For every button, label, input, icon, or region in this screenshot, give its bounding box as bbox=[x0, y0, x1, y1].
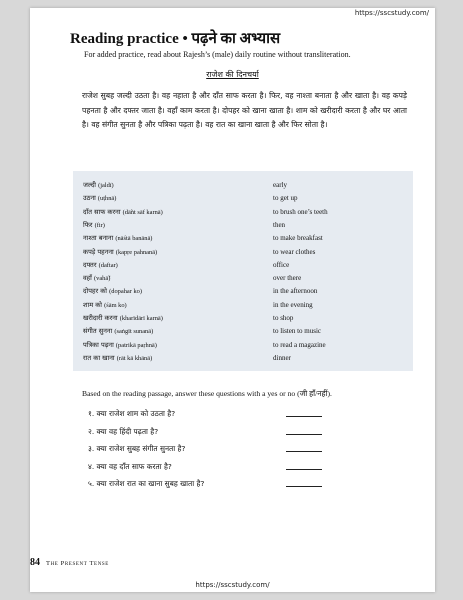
vocab-hindi-term bbox=[83, 299, 127, 312]
vocab-hindi: जल्दी bbox=[83, 181, 96, 189]
vocab-row bbox=[83, 232, 413, 245]
vocab-transliteration: (uṭhnā) bbox=[97, 195, 117, 203]
question-instruction: Based on the reading passage, answer these questions with a yes or no (जी हाँ/नहीं). bbox=[82, 389, 332, 398]
vocab-english: to read a magazine bbox=[273, 340, 326, 349]
footer-section-title: The Present Tense bbox=[46, 560, 109, 567]
vocab-transliteration: (jaldī) bbox=[98, 182, 114, 189]
vocab-english: to make breakfast bbox=[273, 234, 323, 243]
vocab-row bbox=[83, 299, 413, 312]
vocab-transliteration: (daftar) bbox=[98, 261, 118, 269]
vocab-hindi: शाम को bbox=[83, 300, 103, 309]
vocab-row bbox=[83, 352, 413, 365]
vocab-row bbox=[83, 246, 413, 259]
question-text: १. क्या राजेश शाम को उठता है? bbox=[88, 409, 176, 418]
vocab-transliteration: (saṅgīt sunanā) bbox=[114, 328, 154, 336]
passage-title bbox=[30, 69, 435, 80]
reading-passage: राजेश सुबह जल्दी उठता है। वह नहाता है और दाँत साफ करता है। फिर, वह नाश्ता बनाता है और खाता है। वह कपड़े पहनता है और दफ्तर जाता है। वहाँ काम करता है। दोपहर को खाना खाता है। शाम को खरीदारी करता है और घर आता है। वह संगीत सुनता है और पत्रिका पढ़ता है। वह रात का खाना खाता है और फिर सोता है। bbox=[82, 91, 407, 129]
vocab-hindi-term bbox=[83, 179, 114, 192]
vocab-hindi-term bbox=[83, 325, 153, 338]
question-text: ३. क्या राजेश सुबह संगीत सुनता है? bbox=[88, 444, 186, 453]
vocab-transliteration: (śām ko) bbox=[104, 301, 127, 309]
vocab-english: over there bbox=[273, 274, 302, 283]
vocab-transliteration: (kharīdārī karnā) bbox=[119, 315, 163, 322]
answer-blank[interactable] bbox=[286, 434, 322, 435]
section-subtitle: For added practice, read about Rajesh’s (male) daily routine without transliteration. bbox=[84, 50, 351, 59]
vocab-row bbox=[83, 312, 413, 325]
vocab-row bbox=[83, 285, 413, 298]
vocab-row bbox=[83, 219, 413, 232]
vocab-row bbox=[83, 259, 413, 272]
vocab-english: to get up bbox=[273, 194, 298, 203]
vocab-hindi-term bbox=[83, 246, 157, 259]
vocab-hindi-term bbox=[83, 339, 157, 352]
vocab-hindi: वहाँ bbox=[83, 274, 92, 283]
vocab-hindi-term bbox=[83, 206, 163, 219]
vocab-row bbox=[83, 272, 413, 285]
vocab-transliteration: (dā̃nt sāf karnā) bbox=[122, 208, 163, 216]
question-row bbox=[88, 425, 358, 439]
vocab-hindi: दफ्तर bbox=[83, 260, 97, 269]
vocab-english: office bbox=[273, 260, 290, 269]
vocabulary-box bbox=[73, 171, 413, 371]
page-number: 84 bbox=[30, 557, 40, 568]
vocab-hindi-term bbox=[83, 272, 110, 285]
vocab-hindi-term bbox=[83, 192, 116, 205]
vocab-transliteration: (kapṛe pahnanā) bbox=[115, 248, 158, 256]
vocab-hindi: पत्रिका पढ़ना bbox=[83, 340, 114, 349]
question-text: २. क्या वह हिंदी पढ़ता है? bbox=[88, 426, 159, 436]
question-text: ५. क्या राजेश रात का खाना सुबह खाता है? bbox=[88, 479, 205, 488]
vocab-transliteration: (patrikā paṛhnā) bbox=[115, 341, 157, 349]
answer-blank[interactable] bbox=[286, 416, 322, 417]
vocab-row bbox=[83, 179, 413, 192]
vocab-row bbox=[83, 192, 413, 205]
vocab-english: to shop bbox=[273, 314, 294, 322]
vocab-english: to listen to music bbox=[273, 327, 322, 336]
vocab-english: early bbox=[273, 181, 287, 189]
vocab-english: dinner bbox=[273, 353, 291, 362]
vocab-hindi: उठना bbox=[83, 194, 96, 203]
vocab-hindi: दोपहर को bbox=[83, 287, 108, 296]
answer-blank[interactable] bbox=[286, 486, 322, 487]
vocab-hindi: संगीत सुनना bbox=[83, 327, 113, 336]
vocab-transliteration: (nāśtā banānā) bbox=[115, 235, 153, 243]
vocab-english: in the evening bbox=[273, 300, 313, 309]
vocab-transliteration: (rāt kā khānā) bbox=[116, 354, 153, 362]
vocab-hindi: रात का खाना bbox=[83, 353, 115, 362]
vocab-transliteration: (dopahar ko) bbox=[109, 288, 142, 296]
vocab-hindi-term bbox=[83, 285, 142, 298]
vocab-english: to brush one’s teeth bbox=[273, 207, 328, 216]
vocab-hindi-term bbox=[83, 312, 163, 325]
vocab-hindi-term bbox=[83, 219, 105, 232]
textbook-page bbox=[30, 8, 435, 592]
question-row bbox=[88, 442, 358, 456]
passage-title-text: राजेश की दिनचर्या bbox=[206, 70, 259, 79]
question-row bbox=[88, 477, 358, 491]
vocab-transliteration: (vahā̃) bbox=[94, 275, 111, 283]
question-row bbox=[88, 460, 358, 474]
vocab-row bbox=[83, 206, 413, 219]
vocab-hindi: कपड़े पहनना bbox=[83, 247, 114, 256]
watermark-top: https://sscstudy.com/ bbox=[354, 9, 429, 17]
vocab-row bbox=[83, 325, 413, 338]
vocab-english: to wear clothes bbox=[273, 247, 316, 256]
vocab-transliteration: (fir) bbox=[94, 221, 105, 229]
answer-blank[interactable] bbox=[286, 469, 322, 470]
vocab-hindi-term bbox=[83, 232, 152, 245]
vocab-row bbox=[83, 339, 413, 352]
question-row bbox=[88, 407, 358, 421]
vocab-hindi-term bbox=[83, 259, 118, 272]
watermark-bottom: https://sscstudy.com/ bbox=[195, 581, 270, 589]
answer-blank[interactable] bbox=[286, 451, 322, 452]
vocab-hindi: नाश्ता बनाना bbox=[83, 234, 114, 243]
vocab-english: in the afternoon bbox=[273, 287, 318, 296]
vocab-hindi-term bbox=[83, 352, 152, 365]
page-footer bbox=[30, 552, 109, 570]
vocab-hindi: दाँत साफ करना bbox=[83, 207, 121, 216]
section-title: Reading practice • पढ़ने का अभ्यास bbox=[70, 31, 281, 47]
question-text: ४. क्या वह दाँत साफ करता है? bbox=[88, 461, 172, 471]
vocab-english: then bbox=[273, 220, 286, 229]
vocab-hindi: खरीदारी करना bbox=[83, 314, 118, 322]
vocab-hindi: फिर bbox=[83, 220, 93, 229]
